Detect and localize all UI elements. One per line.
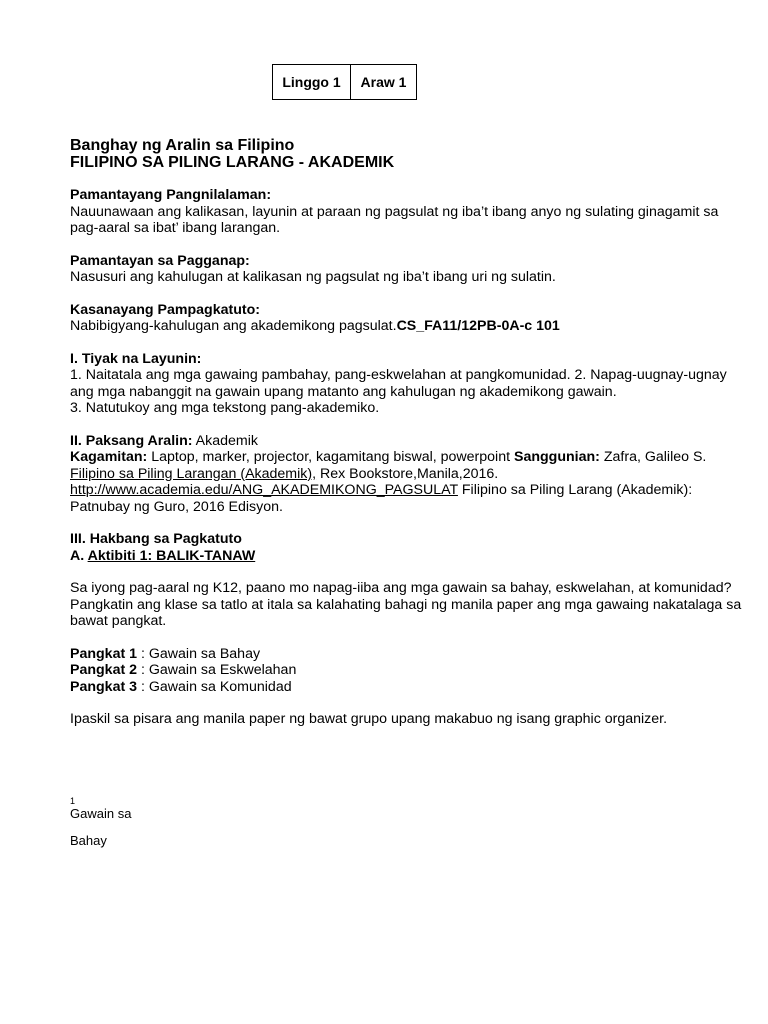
footer-line-2: Bahay xyxy=(70,833,107,848)
document-title: Banghay ng Aralin sa Filipino xyxy=(70,137,295,154)
kagamitan-label: Kagamitan: xyxy=(70,449,148,465)
academia-link[interactable]: http://www.academia.edu/ANG_AKADEMIKONG_PAGSULAT xyxy=(70,482,458,498)
footnote-mark: 1 xyxy=(70,796,76,806)
document-subtitle: FILIPINO SA PILING LARANG - AKADEMIK xyxy=(70,154,395,171)
kagamitan-value: Laptop, marker, projector, kagamitang biswal, powerpoint xyxy=(147,449,514,465)
competency-code: CS_FA11/12PB-0A-c 101 xyxy=(396,318,560,334)
layunin-1-2: 1. Naitatala ang mga gawaing pambahay, pang-eskwelahan at pangkomunidad. 2. Napag-uugnay-ugnay ang mga nabanggit na gawain upang matanto ang kahulugan ng akademikong gawain. xyxy=(70,367,727,400)
pamantayan-sa-pagganap-heading: Pamantayan sa Pagganap: xyxy=(70,252,250,269)
kagamitan-sanggunian xyxy=(70,449,742,515)
pangkat-1 xyxy=(70,646,742,663)
pangkat-3-label: Pangkat 3 xyxy=(70,678,138,695)
kasanayang-pampagkatuto-heading: Kasanayang Pampagkatuto: xyxy=(70,301,261,318)
week-day-box xyxy=(272,64,417,100)
pangkat-1-value: : Gawain sa Bahay xyxy=(137,645,261,662)
paksang-aralin xyxy=(70,433,742,450)
araw-cell: Araw 1 xyxy=(360,74,407,90)
book-title: Filipino sa Piling Larangan (Akademik), xyxy=(70,465,317,482)
sanggunian-label: Sanggunian: xyxy=(513,449,600,465)
pamantayang-pangnilalaman-heading: Pamantayang Pangnilalaman: xyxy=(70,187,272,203)
kasanayang-pampagkatuto-text xyxy=(70,318,742,335)
reference-after-link: Filipino sa Piling Larang (Akademik): Patnubay ng Guro, 2016 Edisyon. xyxy=(70,482,693,515)
a-label: A. xyxy=(70,547,88,564)
pangkat-2-value: : Gawain sa Eskwelahan xyxy=(137,662,297,678)
pangkat-2 xyxy=(70,662,742,679)
linggo-cell: Linggo 1 xyxy=(273,65,351,99)
aktibiti-instruction: Sa iyong pag-aaral ng K12, paano mo napag-iiba ang mga gawain sa bahay, eskwelahan, at komunidad? Pangkatin ang klase sa tatlo at itala sa kalahating bahagi ng manila paper ang mga gawaing nakatalaga sa bawat pangkat. xyxy=(70,580,742,629)
pangkat-3-value: : Gawain sa Komunidad xyxy=(137,678,292,695)
publisher: Rex Bookstore,Manila,2016. xyxy=(316,465,499,482)
kasanayang-text: Nabibigyang-kahulugan ang akademikong pagsulat. xyxy=(70,318,397,334)
pamantayan-sa-pagganap-text: Nasusuri ang kahulugan at kalikasan ng pagsulat ng iba’t ibang uri ng sulatin. xyxy=(70,269,556,285)
tiyak-na-layunin-heading: I. Tiyak na Layunin: xyxy=(70,350,202,367)
sanggunian-value: Zafra, Galileo S. xyxy=(599,449,707,465)
pangkat-2-label: Pangkat 2 xyxy=(70,662,138,678)
paksang-aralin-value: Akademik xyxy=(192,432,258,449)
layunin-3: 3. Natutukoy ang mga tekstong pang-akademiko. xyxy=(70,400,380,416)
footer-line-1: Gawain sa xyxy=(70,806,132,821)
ipaskil-instruction: Ipaskil sa pisara ang manila paper ng bawat grupo upang makabuo ng isang graphic organizer. xyxy=(70,711,668,727)
pamantayang-pangnilalaman-text: Nauunawaan ang kalikasan, layunin at paraan ng pagsulat ng iba’t ibang anyo ng sulating ginagamit sa pag-aaral sa ibat’ ibang larangan. xyxy=(70,203,719,236)
aktibiti-title: Aktibiti 1: BALIK-TANAW xyxy=(87,547,256,564)
aktibiti-heading xyxy=(70,548,742,565)
lesson-plan-body xyxy=(70,137,742,728)
paksang-aralin-heading: II. Paksang Aralin: xyxy=(70,432,193,449)
pangkat-1-label: Pangkat 1 xyxy=(70,645,138,662)
pangkat-3 xyxy=(70,679,742,696)
hakbang-heading: III. Hakbang sa Pagkatuto xyxy=(70,531,242,547)
